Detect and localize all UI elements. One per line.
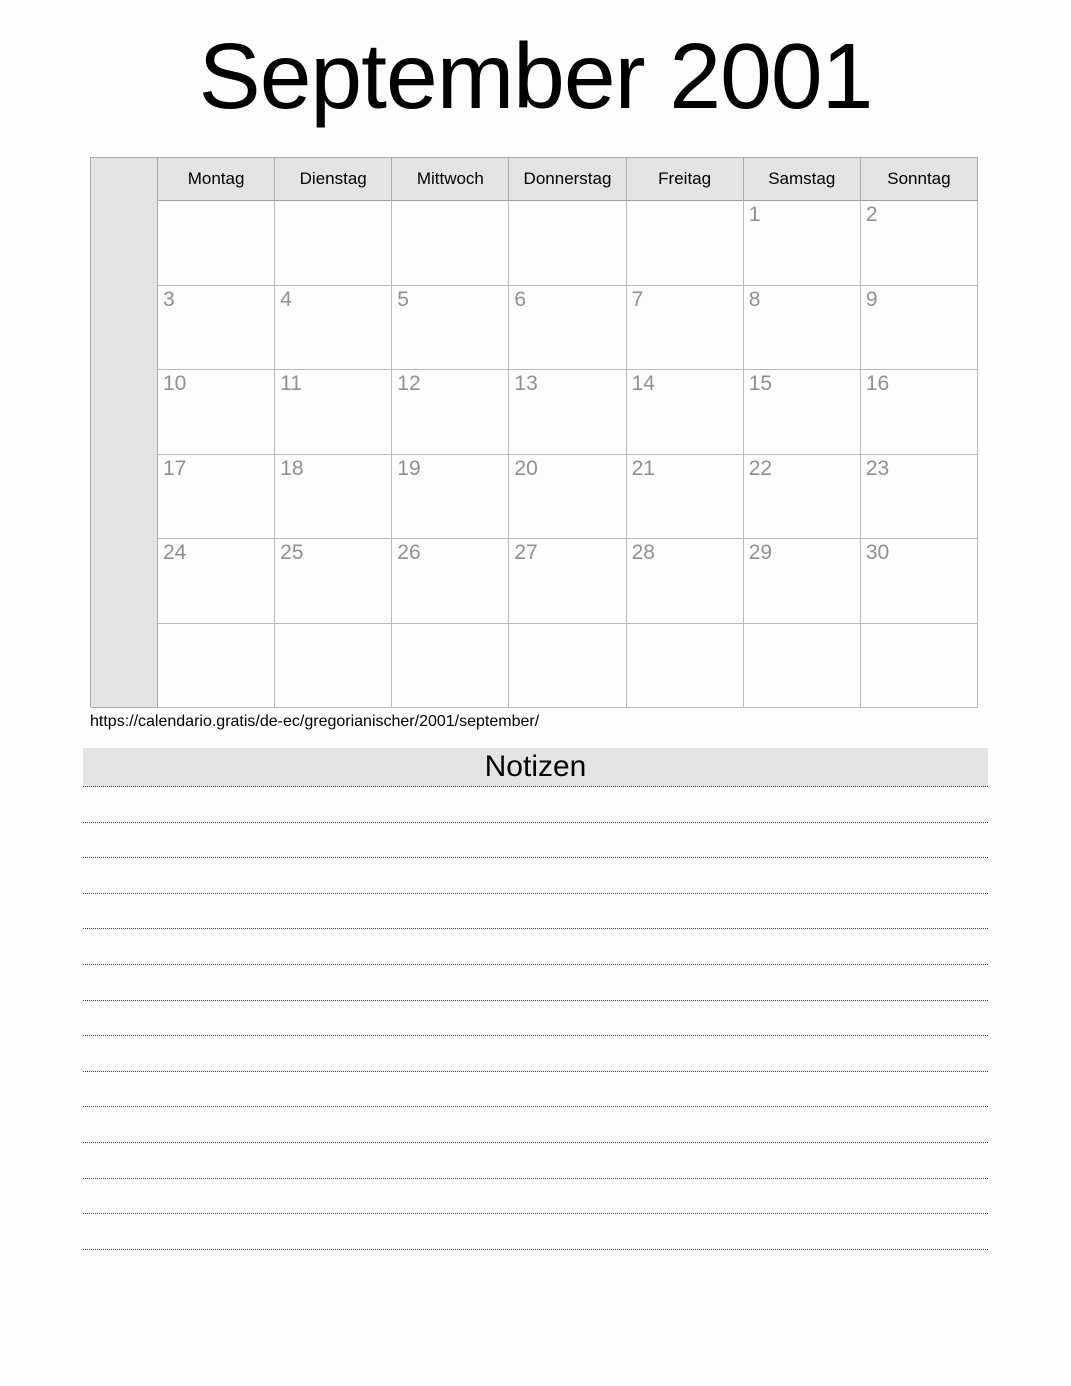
note-line <box>83 894 988 930</box>
day-cell-19: 19 <box>392 455 509 540</box>
source-url: https://calendario.gratis/de-ec/gregorianischer/2001/september/ <box>90 713 540 730</box>
day-cell-5: 5 <box>392 286 509 371</box>
note-line <box>83 823 988 859</box>
day-cell-10: 10 <box>158 370 275 455</box>
day-cell <box>744 624 861 709</box>
day-cell <box>627 201 744 286</box>
day-cell-17: 17 <box>158 455 275 540</box>
note-line <box>83 929 988 965</box>
weekday-header-mittwoch: Mittwoch <box>392 158 509 201</box>
day-cell-4: 4 <box>275 286 392 371</box>
week-gutter-column <box>91 158 158 708</box>
day-cell-23: 23 <box>861 455 978 540</box>
weekday-header-montag: Montag <box>158 158 275 201</box>
note-line <box>83 1143 988 1179</box>
day-cell-9: 9 <box>861 286 978 371</box>
month-grid <box>90 157 978 707</box>
note-line <box>83 1107 988 1143</box>
note-line <box>83 1072 988 1108</box>
day-cell-26: 26 <box>392 539 509 624</box>
day-cell <box>861 624 978 709</box>
day-cell-27: 27 <box>509 539 626 624</box>
day-cell-24: 24 <box>158 539 275 624</box>
day-cell-22: 22 <box>744 455 861 540</box>
note-line <box>83 1214 988 1250</box>
note-line <box>83 787 988 823</box>
day-cell-8: 8 <box>744 286 861 371</box>
day-cell-21: 21 <box>627 455 744 540</box>
day-cell-30: 30 <box>861 539 978 624</box>
day-cell-11: 11 <box>275 370 392 455</box>
day-cell-12: 12 <box>392 370 509 455</box>
day-cell-1: 1 <box>744 201 861 286</box>
day-cell-7: 7 <box>627 286 744 371</box>
day-cell-13: 13 <box>509 370 626 455</box>
weekday-header-samstag: Samstag <box>744 158 861 201</box>
notes-title: Notizen <box>83 748 988 787</box>
day-cell-18: 18 <box>275 455 392 540</box>
note-line <box>83 858 988 894</box>
day-cell-3: 3 <box>158 286 275 371</box>
day-cell <box>392 201 509 286</box>
day-cell <box>627 624 744 709</box>
weekday-header-donnerstag: Donnerstag <box>509 158 626 201</box>
day-cell <box>392 624 509 709</box>
day-cell-28: 28 <box>627 539 744 624</box>
note-line <box>83 965 988 1001</box>
day-cell-25: 25 <box>275 539 392 624</box>
page-title: September 2001 <box>198 24 873 128</box>
day-cell-2: 2 <box>861 201 978 286</box>
day-cell <box>158 624 275 709</box>
day-cell <box>275 201 392 286</box>
day-cell <box>158 201 275 286</box>
notes-section <box>83 748 988 1250</box>
note-line <box>83 1001 988 1037</box>
day-cell <box>275 624 392 709</box>
weekday-header-dienstag: Dienstag <box>275 158 392 201</box>
day-cell <box>509 624 626 709</box>
day-cell-15: 15 <box>744 370 861 455</box>
day-cell-14: 14 <box>627 370 744 455</box>
weekday-header-sonntag: Sonntag <box>861 158 978 201</box>
day-cell-16: 16 <box>861 370 978 455</box>
weekday-header-freitag: Freitag <box>627 158 744 201</box>
day-cell <box>509 201 626 286</box>
note-line <box>83 1036 988 1072</box>
day-cell-6: 6 <box>509 286 626 371</box>
day-cell-20: 20 <box>509 455 626 540</box>
day-cell-29: 29 <box>744 539 861 624</box>
note-line <box>83 1179 988 1215</box>
